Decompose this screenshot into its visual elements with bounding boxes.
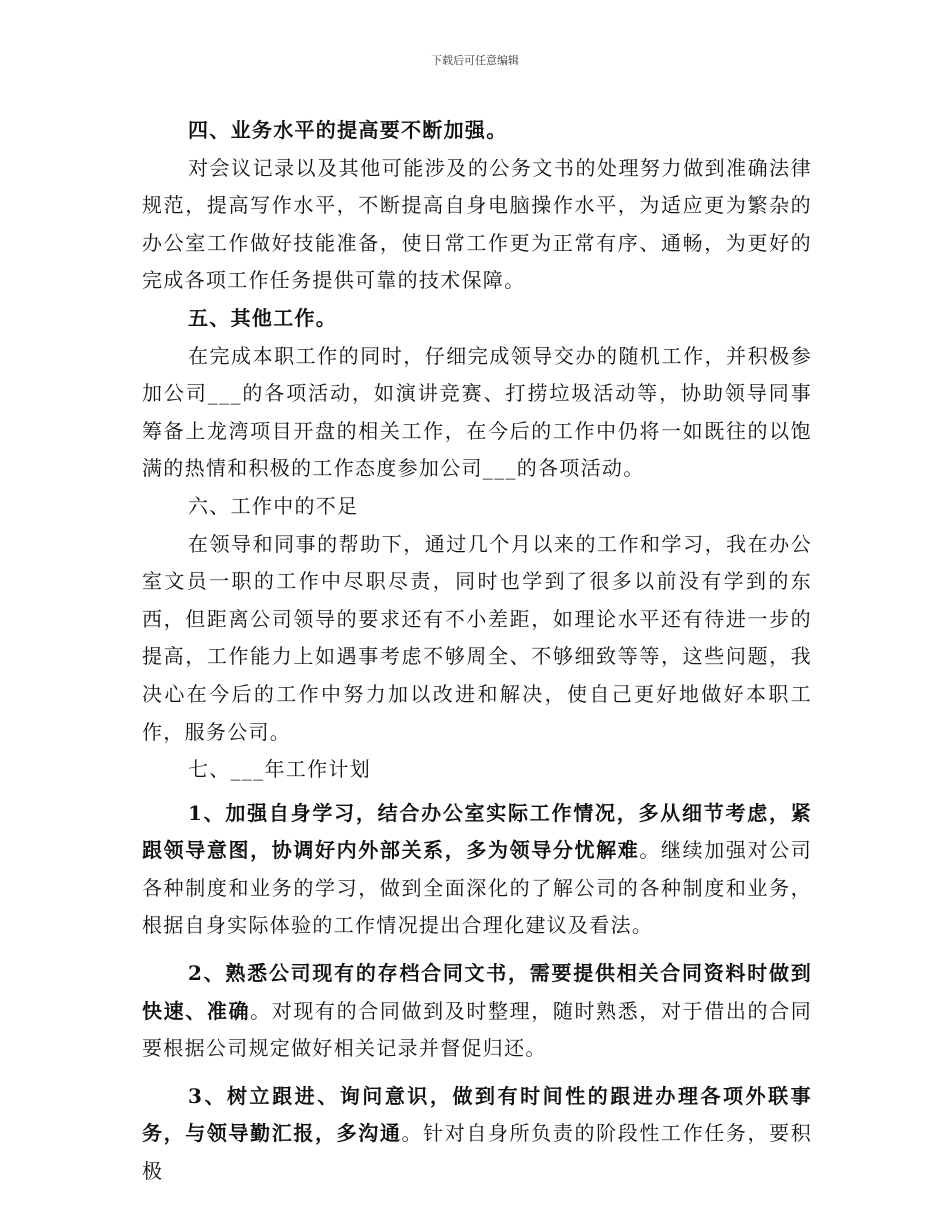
plan-item-1-lead: 1、加强自身学习，结合办公室实际工作情况，多从细节考虑，紧跟领导意图，协调好内外部关系，多为领导分忧解难 (142, 800, 812, 863)
plan-item-3-rest: 。针对自身所负责的阶段性工作任务，要积极 (142, 1121, 812, 1184)
section-body-6: 在领导和同事的帮助下，通过几个月以来的工作和学习，我在办公室文员一职的工作中尽职尽责，同时也学到了很多以前没有学到的东西，但距离公司领导的要求还有不小差距，如理论水平还有待进一步的提高，工作能力上如遇事考虑不够周全、不够细致等等，这些问题，我决心在今后的工作中努力加以改进和解决，使自己更好地做好本职工作，服务公司。 (142, 531, 812, 744)
section-heading-5: 五、其他工作。 (188, 305, 338, 330)
document-body (142, 112, 812, 1191)
plan-item-2-lead: 2、熟悉公司现有的存档合同文书，需要提供相关合同资料时做到快速、准确 (142, 961, 812, 1023)
section-heading-6: 六、工作中的不足 (188, 493, 359, 518)
page-header: 下载后可任意编辑 (431, 54, 519, 67)
section-body-5: 在完成本职工作的同时，仔细完成领导交办的随机工作，并积极参加公司___的各项活动，如演讲竞赛、打捞垃圾活动等，协助领导同事筹备上龙湾项目开盘的相关工作，在今后的工作中仍将一如既往的以饱满的热情和积极的工作态度参加公司___的各项活动。 (142, 343, 812, 481)
section-heading-7: 七、___年工作计划 (188, 757, 371, 782)
plan-item-2-rest: 。对现有的合同做到及时整理，随时熟悉，对于借出的合同要根据公司规定做好相关记录并督促归还。 (142, 998, 812, 1061)
plan-item-1 (142, 795, 812, 945)
plan-item-3 (142, 1078, 812, 1191)
section-body-4: 对会议记录以及其他可能涉及的公务文书的处理努力做到准确法律规范，提高写作水平，不断提高自身电脑操作水平，为适应更为繁杂的办公室工作做好技能准备，使日常工作更为正常有序、通畅，为更好的完成各项工作任务提供可靠的技术保障。 (142, 155, 812, 293)
plan-item-2 (142, 955, 812, 1068)
section-heading-4: 四、业务水平的提高要不断加强。 (188, 118, 508, 142)
plan-item-3-lead: 3、树立跟进、询问意识，做到有时间性的跟进办理各项外联事务，与领导勤汇报，多沟通 (142, 1083, 812, 1146)
plan-item-1-rest: 。继续加强对公司各种制度和业务的学习，做到全面深化的了解公司的各种制度和业务，根据自身实际体验的工作情况提出合理化建议及看法。 (142, 838, 812, 938)
